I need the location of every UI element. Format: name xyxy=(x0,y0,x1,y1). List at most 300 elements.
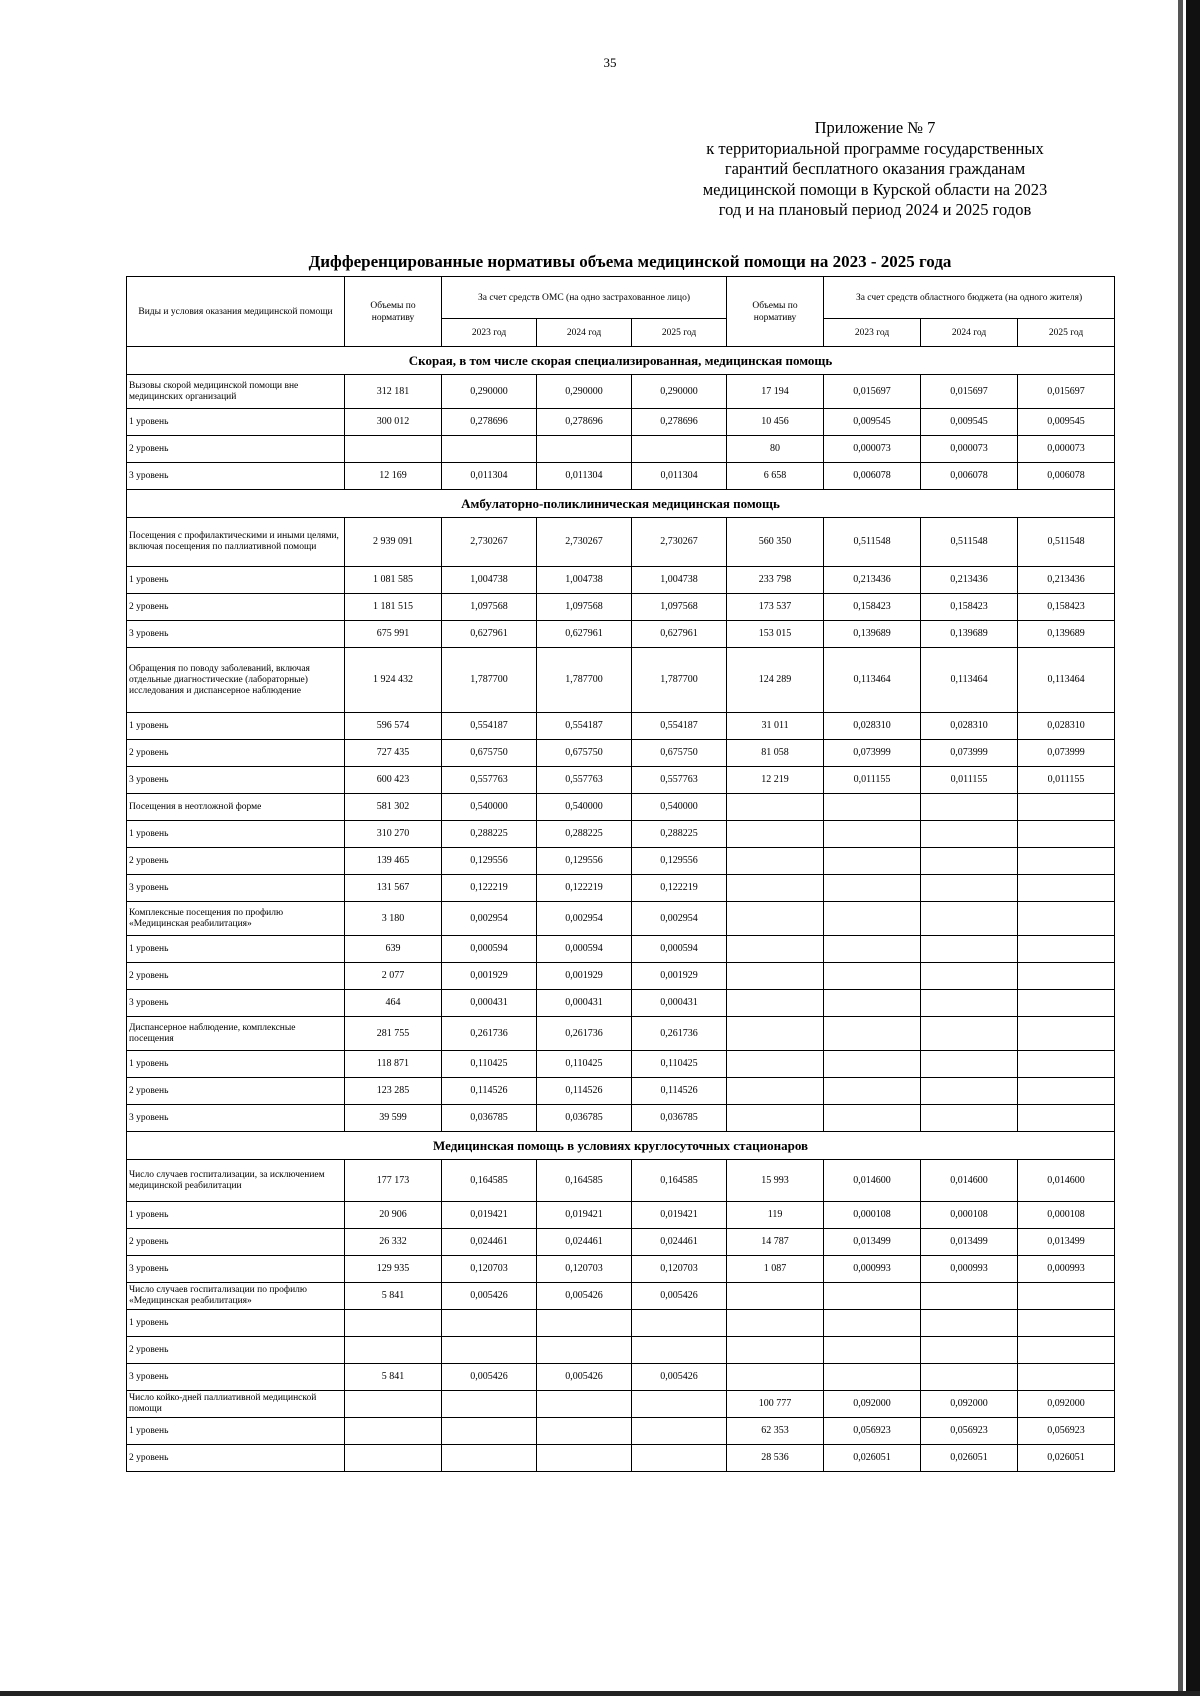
table-row xyxy=(127,1418,1115,1445)
cell-b2: 0,073999 xyxy=(921,740,1018,767)
cell-b1: 0,511548 xyxy=(824,518,921,567)
cell-v2: 1 087 xyxy=(727,1256,824,1283)
table-row xyxy=(127,1105,1115,1132)
cell-o2: 0,110425 xyxy=(537,1051,632,1078)
cell-b2 xyxy=(921,821,1018,848)
cell-v2: 153 015 xyxy=(727,621,824,648)
cell-b1 xyxy=(824,1364,921,1391)
table-row xyxy=(127,1256,1115,1283)
cell-b3 xyxy=(1018,1310,1115,1337)
cell-o3: 1,004738 xyxy=(632,567,727,594)
cell-v2: 100 777 xyxy=(727,1391,824,1418)
cell-b3: 0,073999 xyxy=(1018,740,1115,767)
cell-o1: 0,000431 xyxy=(442,990,537,1017)
cell-b1: 0,028310 xyxy=(824,713,921,740)
cell-o2: 0,000431 xyxy=(537,990,632,1017)
cell-o3: 0,290000 xyxy=(632,375,727,409)
cell-b1 xyxy=(824,1105,921,1132)
cell-b2 xyxy=(921,936,1018,963)
cell-b1 xyxy=(824,963,921,990)
cell-b1 xyxy=(824,902,921,936)
cell-b2: 0,015697 xyxy=(921,375,1018,409)
cell-b2 xyxy=(921,902,1018,936)
cell-b3: 0,028310 xyxy=(1018,713,1115,740)
cell-v2 xyxy=(727,821,824,848)
cell-o2: 0,540000 xyxy=(537,794,632,821)
table-row xyxy=(127,648,1115,713)
cell-v2 xyxy=(727,1337,824,1364)
cell-b3 xyxy=(1018,1105,1115,1132)
cell-b3: 0,011155 xyxy=(1018,767,1115,794)
appendix-line: медицинской помощи в Курской области на 2023 xyxy=(702,179,1048,199)
cell-v2: 31 011 xyxy=(727,713,824,740)
cell-b3 xyxy=(1018,1337,1115,1364)
cell-b3: 0,013499 xyxy=(1018,1229,1115,1256)
cell-v1: 3 180 xyxy=(345,902,442,936)
cell-o3: 0,024461 xyxy=(632,1229,727,1256)
cell-o1 xyxy=(442,1391,537,1418)
cell-o2 xyxy=(537,1391,632,1418)
cell-v1: 139 465 xyxy=(345,848,442,875)
cell-o1: 0,122219 xyxy=(442,875,537,902)
cell-b1 xyxy=(824,1283,921,1310)
cell-o2 xyxy=(537,1337,632,1364)
cell-b1: 0,056923 xyxy=(824,1418,921,1445)
cell-o3: 0,036785 xyxy=(632,1105,727,1132)
cell-v1: 5 841 xyxy=(345,1283,442,1310)
cell-o3 xyxy=(632,1310,727,1337)
row-label: 2 уровень xyxy=(127,848,345,875)
cell-o3 xyxy=(632,1445,727,1472)
cell-v1 xyxy=(345,1445,442,1472)
table-row xyxy=(127,567,1115,594)
cell-b2: 0,113464 xyxy=(921,648,1018,713)
table-row xyxy=(127,1202,1115,1229)
cell-b1: 0,139689 xyxy=(824,621,921,648)
cell-v2 xyxy=(727,1283,824,1310)
cell-b1 xyxy=(824,1310,921,1337)
cell-b3: 0,014600 xyxy=(1018,1160,1115,1202)
row-label: 3 уровень xyxy=(127,767,345,794)
cell-v1: 26 332 xyxy=(345,1229,442,1256)
cell-b1: 0,000073 xyxy=(824,436,921,463)
cell-v1: 131 567 xyxy=(345,875,442,902)
cell-b3: 0,015697 xyxy=(1018,375,1115,409)
cell-o1: 0,001929 xyxy=(442,963,537,990)
cell-v2 xyxy=(727,902,824,936)
table-row xyxy=(127,463,1115,490)
cell-o2: 0,114526 xyxy=(537,1078,632,1105)
cell-b1 xyxy=(824,794,921,821)
cell-b2: 0,011155 xyxy=(921,767,1018,794)
cell-v2 xyxy=(727,1310,824,1337)
row-label: Посещения с профилактическими и иными целями, включая посещения по паллиативной помощи xyxy=(127,518,345,567)
cell-v1: 1 081 585 xyxy=(345,567,442,594)
row-label: Диспансерное наблюдение, комплексные посещения xyxy=(127,1017,345,1051)
section-row xyxy=(127,1132,1115,1160)
cell-o2: 0,002954 xyxy=(537,902,632,936)
row-label: 1 уровень xyxy=(127,936,345,963)
page-number: 35 xyxy=(603,55,617,70)
cell-b2 xyxy=(921,1017,1018,1051)
header-kinds: Виды и условия оказания медицинской помощи xyxy=(127,277,345,347)
cell-v1 xyxy=(345,1418,442,1445)
cell-b1 xyxy=(824,1017,921,1051)
row-label: 1 уровень xyxy=(127,1202,345,1229)
cell-b2: 0,511548 xyxy=(921,518,1018,567)
cell-b2: 0,009545 xyxy=(921,409,1018,436)
cell-b3: 0,000073 xyxy=(1018,436,1115,463)
cell-b3: 0,158423 xyxy=(1018,594,1115,621)
cell-v1: 20 906 xyxy=(345,1202,442,1229)
cell-b2 xyxy=(921,1337,1018,1364)
cell-b2 xyxy=(921,1078,1018,1105)
cell-b3 xyxy=(1018,963,1115,990)
cell-b3: 0,000993 xyxy=(1018,1256,1115,1283)
cell-o1: 0,290000 xyxy=(442,375,537,409)
cell-b1: 0,026051 xyxy=(824,1445,921,1472)
cell-v2: 233 798 xyxy=(727,567,824,594)
cell-v2: 124 289 xyxy=(727,648,824,713)
row-label: 2 уровень xyxy=(127,1445,345,1472)
appendix-line: гарантий бесплатного оказания гражданам xyxy=(724,159,1026,178)
cell-o2: 1,004738 xyxy=(537,567,632,594)
cell-o1: 0,120703 xyxy=(442,1256,537,1283)
cell-b1: 0,014600 xyxy=(824,1160,921,1202)
table-row xyxy=(127,1283,1115,1310)
cell-v1: 5 841 xyxy=(345,1364,442,1391)
cell-o3: 1,097568 xyxy=(632,594,727,621)
row-label: Посещения в неотложной форме xyxy=(127,794,345,821)
appendix-header xyxy=(640,118,1110,221)
cell-v1 xyxy=(345,1391,442,1418)
cell-o2: 0,129556 xyxy=(537,848,632,875)
cell-v2: 12 219 xyxy=(727,767,824,794)
cell-o1: 0,554187 xyxy=(442,713,537,740)
cell-b1 xyxy=(824,1078,921,1105)
cell-v2: 14 787 xyxy=(727,1229,824,1256)
cell-b2 xyxy=(921,1364,1018,1391)
cell-o3: 0,288225 xyxy=(632,821,727,848)
table-row xyxy=(127,1445,1115,1472)
cell-o3: 0,120703 xyxy=(632,1256,727,1283)
table-row xyxy=(127,1229,1115,1256)
row-label: 2 уровень xyxy=(127,1229,345,1256)
cell-v2: 119 xyxy=(727,1202,824,1229)
cell-b2 xyxy=(921,963,1018,990)
cell-o2: 0,024461 xyxy=(537,1229,632,1256)
row-label: 2 уровень xyxy=(127,436,345,463)
cell-o2: 0,005426 xyxy=(537,1364,632,1391)
cell-o1: 0,261736 xyxy=(442,1017,537,1051)
cell-b1: 0,113464 xyxy=(824,648,921,713)
cell-b3 xyxy=(1018,821,1115,848)
cell-b1: 0,073999 xyxy=(824,740,921,767)
cell-o2: 0,278696 xyxy=(537,409,632,436)
cell-o2: 0,288225 xyxy=(537,821,632,848)
cell-b2 xyxy=(921,794,1018,821)
cell-v1 xyxy=(345,1310,442,1337)
cell-b3 xyxy=(1018,1078,1115,1105)
cell-b2: 0,013499 xyxy=(921,1229,1018,1256)
table-row xyxy=(127,740,1115,767)
cell-o1: 0,110425 xyxy=(442,1051,537,1078)
cell-b3: 0,009545 xyxy=(1018,409,1115,436)
table-row xyxy=(127,1017,1115,1051)
cell-o3: 0,557763 xyxy=(632,767,727,794)
cell-b1: 0,092000 xyxy=(824,1391,921,1418)
row-label: 2 уровень xyxy=(127,740,345,767)
cell-v2: 28 536 xyxy=(727,1445,824,1472)
cell-v2 xyxy=(727,875,824,902)
header-oms-2023: 2023 год xyxy=(442,319,537,347)
cell-b2: 0,000073 xyxy=(921,436,1018,463)
cell-b3: 0,026051 xyxy=(1018,1445,1115,1472)
row-label: 3 уровень xyxy=(127,875,345,902)
table-row xyxy=(127,990,1115,1017)
cell-v2: 15 993 xyxy=(727,1160,824,1202)
row-label: 1 уровень xyxy=(127,1051,345,1078)
cell-b1: 0,015697 xyxy=(824,375,921,409)
cell-b3 xyxy=(1018,990,1115,1017)
cell-v2: 80 xyxy=(727,436,824,463)
cell-o1: 0,005426 xyxy=(442,1364,537,1391)
header-oms-group: За счет средств ОМС (на одно застрахованное лицо) xyxy=(442,277,727,319)
cell-v2: 17 194 xyxy=(727,375,824,409)
table-row xyxy=(127,848,1115,875)
table-row xyxy=(127,1051,1115,1078)
cell-b2: 0,213436 xyxy=(921,567,1018,594)
cell-o2: 0,122219 xyxy=(537,875,632,902)
cell-b3: 0,113464 xyxy=(1018,648,1115,713)
cell-o1: 0,114526 xyxy=(442,1078,537,1105)
cell-v2: 62 353 xyxy=(727,1418,824,1445)
table-row xyxy=(127,436,1115,463)
cell-v1: 675 991 xyxy=(345,621,442,648)
header-volume-budget: Объемы по нормативу xyxy=(727,277,824,347)
cell-v2 xyxy=(727,1105,824,1132)
cell-v2 xyxy=(727,936,824,963)
cell-v2 xyxy=(727,1051,824,1078)
cell-o1: 0,288225 xyxy=(442,821,537,848)
header-volume-oms: Объемы по нормативу xyxy=(345,277,442,347)
cell-o2: 0,036785 xyxy=(537,1105,632,1132)
cell-o1: 2,730267 xyxy=(442,518,537,567)
cell-o1: 0,000594 xyxy=(442,936,537,963)
row-label: 3 уровень xyxy=(127,463,345,490)
row-label: 1 уровень xyxy=(127,713,345,740)
cell-b2: 0,000108 xyxy=(921,1202,1018,1229)
cell-b2: 0,028310 xyxy=(921,713,1018,740)
cell-b3 xyxy=(1018,794,1115,821)
cell-v1: 596 574 xyxy=(345,713,442,740)
cell-o2: 0,005426 xyxy=(537,1283,632,1310)
cell-o3: 0,627961 xyxy=(632,621,727,648)
cell-o1: 0,129556 xyxy=(442,848,537,875)
cell-o3: 0,540000 xyxy=(632,794,727,821)
cell-b2: 0,092000 xyxy=(921,1391,1018,1418)
cell-v2: 10 456 xyxy=(727,409,824,436)
document-title: Дифференцированные нормативы объема медицинской помощи на 2023 - 2025 года xyxy=(308,252,952,271)
cell-o3 xyxy=(632,1391,727,1418)
table-row xyxy=(127,409,1115,436)
row-label: 3 уровень xyxy=(127,621,345,648)
row-label: 1 уровень xyxy=(127,821,345,848)
header-budget-2024: 2024 год xyxy=(921,319,1018,347)
cell-o2: 0,557763 xyxy=(537,767,632,794)
cell-b3 xyxy=(1018,1364,1115,1391)
cell-o1: 0,278696 xyxy=(442,409,537,436)
cell-b2 xyxy=(921,1105,1018,1132)
table-row xyxy=(127,875,1115,902)
cell-b1: 0,000993 xyxy=(824,1256,921,1283)
cell-o3: 1,787700 xyxy=(632,648,727,713)
cell-o2: 0,554187 xyxy=(537,713,632,740)
cell-v1: 639 xyxy=(345,936,442,963)
table-row xyxy=(127,594,1115,621)
table-row xyxy=(127,902,1115,936)
row-label: 3 уровень xyxy=(127,1364,345,1391)
cell-b1 xyxy=(824,1051,921,1078)
cell-o1 xyxy=(442,1418,537,1445)
cell-o1: 0,019421 xyxy=(442,1202,537,1229)
cell-v1: 129 935 xyxy=(345,1256,442,1283)
cell-o1: 0,557763 xyxy=(442,767,537,794)
table-row xyxy=(127,767,1115,794)
cell-o2 xyxy=(537,436,632,463)
row-label: 3 уровень xyxy=(127,990,345,1017)
appendix-line: Приложение № 7 xyxy=(814,118,936,137)
cell-b3 xyxy=(1018,1051,1115,1078)
cell-o3 xyxy=(632,436,727,463)
cell-b2: 0,026051 xyxy=(921,1445,1018,1472)
cell-b3 xyxy=(1018,936,1115,963)
cell-b3 xyxy=(1018,848,1115,875)
cell-o3: 0,011304 xyxy=(632,463,727,490)
cell-o3: 0,000594 xyxy=(632,936,727,963)
row-label: 1 уровень xyxy=(127,567,345,594)
cell-v1: 1 181 515 xyxy=(345,594,442,621)
cell-v2: 81 058 xyxy=(727,740,824,767)
row-label: 3 уровень xyxy=(127,1256,345,1283)
cell-o1: 0,011304 xyxy=(442,463,537,490)
header-oms-2025: 2025 год xyxy=(632,319,727,347)
cell-b1 xyxy=(824,848,921,875)
table-row xyxy=(127,621,1115,648)
table-row xyxy=(127,713,1115,740)
cell-b1: 0,006078 xyxy=(824,463,921,490)
cell-b1: 0,213436 xyxy=(824,567,921,594)
cell-o2: 2,730267 xyxy=(537,518,632,567)
table-row xyxy=(127,821,1115,848)
cell-v1: 2 077 xyxy=(345,963,442,990)
cell-o3: 0,278696 xyxy=(632,409,727,436)
cell-o1: 0,005426 xyxy=(442,1283,537,1310)
cell-o1 xyxy=(442,1445,537,1472)
row-label: 3 уровень xyxy=(127,1105,345,1132)
cell-b2: 0,014600 xyxy=(921,1160,1018,1202)
cell-b3 xyxy=(1018,1017,1115,1051)
cell-v2: 560 350 xyxy=(727,518,824,567)
cell-o2: 0,011304 xyxy=(537,463,632,490)
row-label: 2 уровень xyxy=(127,1078,345,1105)
cell-b3 xyxy=(1018,902,1115,936)
table-row xyxy=(127,1078,1115,1105)
cell-b1 xyxy=(824,990,921,1017)
cell-v1: 39 599 xyxy=(345,1105,442,1132)
cell-v2 xyxy=(727,794,824,821)
row-label: 2 уровень xyxy=(127,594,345,621)
cell-v2 xyxy=(727,963,824,990)
cell-o2: 1,097568 xyxy=(537,594,632,621)
cell-b2: 0,056923 xyxy=(921,1418,1018,1445)
cell-o3: 0,675750 xyxy=(632,740,727,767)
section-row xyxy=(127,347,1115,375)
cell-o3 xyxy=(632,1418,727,1445)
cell-b1: 0,000108 xyxy=(824,1202,921,1229)
header-budget-2025: 2025 год xyxy=(1018,319,1115,347)
cell-b3: 0,139689 xyxy=(1018,621,1115,648)
cell-v1: 581 302 xyxy=(345,794,442,821)
cell-o1 xyxy=(442,1310,537,1337)
cell-v2 xyxy=(727,1017,824,1051)
cell-o2: 0,627961 xyxy=(537,621,632,648)
cell-o1: 0,675750 xyxy=(442,740,537,767)
table-body xyxy=(127,347,1115,1472)
cell-v1: 118 871 xyxy=(345,1051,442,1078)
cell-o1: 0,002954 xyxy=(442,902,537,936)
cell-b3: 0,092000 xyxy=(1018,1391,1115,1418)
cell-o2: 0,290000 xyxy=(537,375,632,409)
cell-o3: 0,019421 xyxy=(632,1202,727,1229)
table-row xyxy=(127,1310,1115,1337)
cell-o3: 2,730267 xyxy=(632,518,727,567)
section-title: Медицинская помощь в условиях круглосуточных стационаров xyxy=(127,1132,1115,1160)
cell-b2 xyxy=(921,1051,1018,1078)
cell-v2: 173 537 xyxy=(727,594,824,621)
cell-v2 xyxy=(727,1364,824,1391)
section-title: Амбулаторно-поликлиническая медицинская помощь xyxy=(127,490,1115,518)
row-label: 1 уровень xyxy=(127,1418,345,1445)
cell-o3: 0,122219 xyxy=(632,875,727,902)
cell-o1: 0,024461 xyxy=(442,1229,537,1256)
cell-v2 xyxy=(727,848,824,875)
scan-edge-right xyxy=(1186,0,1200,1696)
cell-v1: 312 181 xyxy=(345,375,442,409)
cell-v1: 281 755 xyxy=(345,1017,442,1051)
cell-b1: 0,013499 xyxy=(824,1229,921,1256)
cell-v1 xyxy=(345,1337,442,1364)
cell-b1 xyxy=(824,936,921,963)
cell-v1: 300 012 xyxy=(345,409,442,436)
cell-o3: 0,114526 xyxy=(632,1078,727,1105)
cell-o3: 0,002954 xyxy=(632,902,727,936)
cell-o2: 0,164585 xyxy=(537,1160,632,1202)
cell-o2: 0,019421 xyxy=(537,1202,632,1229)
cell-b2: 0,158423 xyxy=(921,594,1018,621)
cell-v2 xyxy=(727,990,824,1017)
cell-v2 xyxy=(727,1078,824,1105)
cell-o2: 0,261736 xyxy=(537,1017,632,1051)
table-row xyxy=(127,1364,1115,1391)
cell-v1: 1 924 432 xyxy=(345,648,442,713)
cell-v1: 310 270 xyxy=(345,821,442,848)
table-row xyxy=(127,936,1115,963)
cell-o1 xyxy=(442,1337,537,1364)
cell-b3: 0,006078 xyxy=(1018,463,1115,490)
table-row xyxy=(127,963,1115,990)
section-title: Скорая, в том числе скорая специализированная, медицинская помощь xyxy=(127,347,1115,375)
